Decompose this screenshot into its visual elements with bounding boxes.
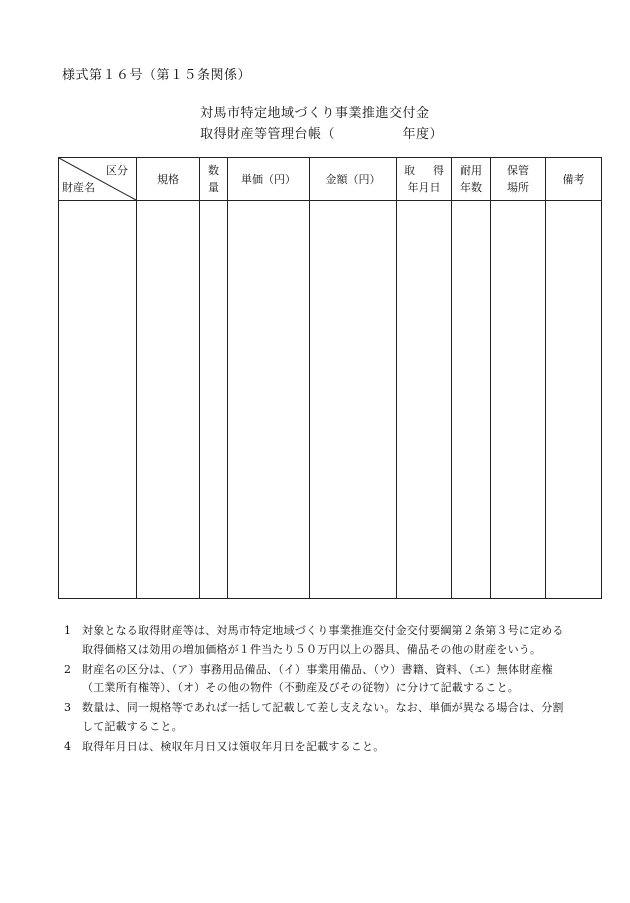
note-item bbox=[62, 661, 574, 698]
asset-ledger-table bbox=[58, 157, 602, 599]
header-asset-name-label: 財産名 bbox=[62, 181, 95, 194]
header-remarks: 備考 bbox=[546, 158, 602, 201]
header-acquisition-char-2: 得 bbox=[433, 164, 444, 177]
header-spec: 規格 bbox=[137, 158, 200, 201]
cell-acquisition-date[interactable] bbox=[397, 201, 452, 599]
note-number: 1 bbox=[64, 624, 72, 637]
note-text: 取得年月日は、検収年月日又は領収年月日を記載すること。 bbox=[82, 739, 385, 753]
header-acquisition-line-2: 年月日 bbox=[407, 181, 441, 194]
header-row bbox=[59, 158, 602, 201]
header-unit-price: 単価（円） bbox=[228, 158, 310, 201]
header-storage-line-1: 保管 bbox=[507, 164, 529, 177]
header-useful-life bbox=[452, 158, 491, 201]
header-useful-life-line-2: 年数 bbox=[460, 181, 482, 194]
cell-quantity[interactable] bbox=[200, 201, 228, 599]
note-item bbox=[62, 738, 574, 757]
form-number: 様式第１６号（第１５条関係） bbox=[62, 68, 252, 83]
cell-amount[interactable] bbox=[310, 201, 397, 599]
header-category-cell bbox=[59, 158, 137, 201]
header-storage-location bbox=[491, 158, 546, 201]
header-amount: 金額（円） bbox=[310, 158, 397, 201]
header-acquisition-char-1: 取 bbox=[404, 164, 415, 177]
title-line-1: 対馬市特定地域づくり事業推進交付金 bbox=[200, 106, 430, 121]
cell-remarks[interactable] bbox=[546, 201, 602, 599]
cell-useful-life[interactable] bbox=[452, 201, 491, 599]
header-storage-line-2: 場所 bbox=[507, 181, 529, 194]
notes-section bbox=[62, 622, 574, 758]
cell-spec[interactable] bbox=[137, 201, 200, 599]
note-number: 4 bbox=[64, 739, 72, 753]
note-text: 対象となる取得財産等は、対馬市特定地域づくり事業推進交付金交付要綱第２条第３号に定める取得価格又は効用の増加価格が１件当たり５０万円以上の器具、備品その他の財産をいう。 bbox=[82, 624, 564, 656]
note-number: 3 bbox=[64, 701, 72, 714]
document-title bbox=[200, 103, 443, 145]
header-acquisition-date bbox=[397, 158, 452, 201]
note-number: 2 bbox=[64, 662, 72, 676]
header-quantity-line-2: 量 bbox=[208, 181, 219, 194]
header-quantity bbox=[200, 158, 228, 201]
header-quantity-line-1: 数 bbox=[208, 164, 219, 177]
note-item bbox=[62, 699, 574, 736]
note-text: 財産名の区分は、（ア）事務用品備品、（イ）事業用備品、（ウ）書籍、資料、（エ）無体財産権（工業所有権等）、（オ）その他の物件（不動産及びその従物）に分けて記載すること。 bbox=[82, 662, 553, 694]
header-category-label: 区分 bbox=[106, 164, 128, 177]
note-item bbox=[62, 622, 574, 659]
note-text: 数量は、同一規格等であれば一括して記載して差し支えない。なお、単価が異なる場合は、分割して記載すること。 bbox=[82, 701, 564, 733]
cell-unit-price[interactable] bbox=[228, 201, 310, 599]
header-useful-life-line-1: 耐用 bbox=[460, 164, 482, 177]
cell-asset-name[interactable] bbox=[59, 201, 137, 599]
entry-row bbox=[59, 201, 602, 599]
cell-storage-location[interactable] bbox=[491, 201, 546, 599]
header-acquisition-line-1 bbox=[397, 162, 451, 179]
title-line-2: 取得財産等管理台帳（ 年度） bbox=[200, 127, 444, 142]
